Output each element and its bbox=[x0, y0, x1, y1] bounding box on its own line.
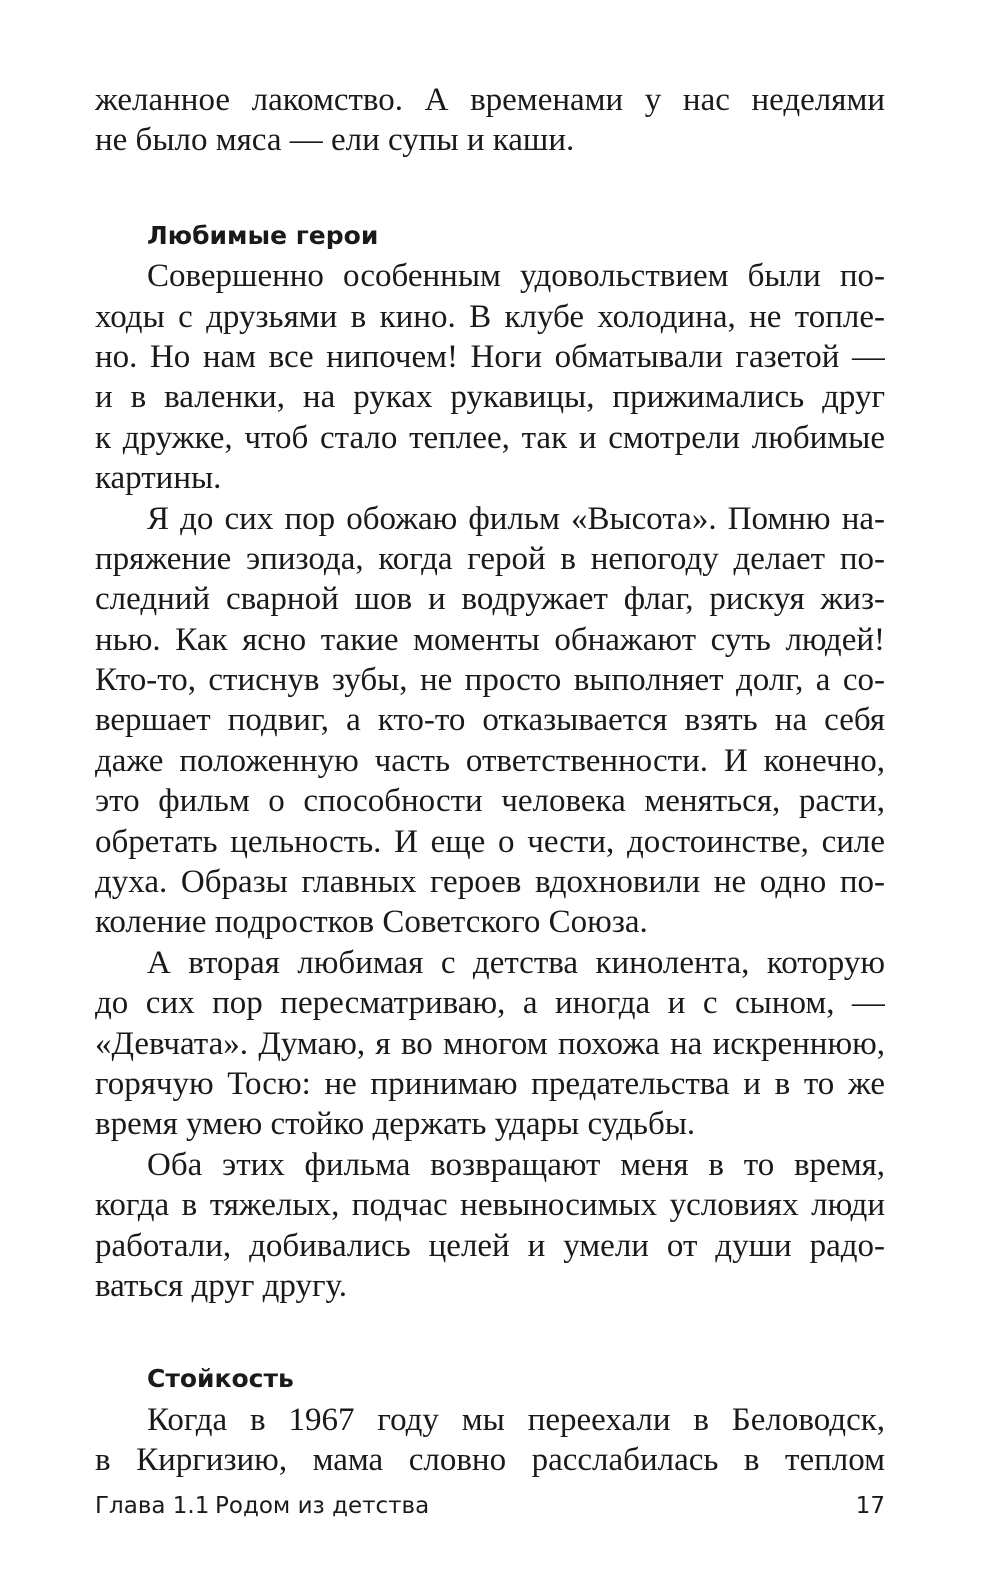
section-heading: Стойкость bbox=[147, 1364, 294, 1394]
page-footer bbox=[95, 1488, 885, 1524]
text-line: желанное лакомство. А временами у нас неделями bbox=[95, 82, 885, 118]
text-line: духа. Образы главных героев вдохновили не одно по- bbox=[95, 864, 885, 901]
text-line: время умею стойко держать удары судьбы. bbox=[95, 1106, 696, 1143]
text-line: Оба этих фильма возвращают меня в то время, bbox=[147, 1146, 885, 1183]
chapter-label: Глава 1.1 bbox=[95, 1493, 210, 1519]
text-line: коление подростков Советского Союза. bbox=[95, 904, 648, 941]
paragraph bbox=[95, 499, 885, 943]
paragraph bbox=[95, 1400, 885, 1481]
page-body bbox=[95, 80, 885, 1481]
text-line: картины. bbox=[95, 460, 222, 497]
text-line: «Девчата». Думаю, я во многом похожа на искреннюю, bbox=[95, 1025, 885, 1062]
chapter-title: Родом из детства bbox=[215, 1493, 430, 1519]
text-line: к дружке, чтоб стало теплее, так и смотрели любимые bbox=[95, 419, 885, 456]
text-line: даже положенную часть ответственности. И конечно, bbox=[95, 742, 885, 779]
text-line: ваться друг другу. bbox=[95, 1267, 347, 1304]
text-line: ходы с друзьями в кино. В клубе холодина, не топле- bbox=[95, 298, 885, 335]
text-line: Я до сих пор обожаю фильм «Высота». Помню на- bbox=[147, 500, 885, 537]
section-resilience bbox=[95, 1359, 885, 1480]
text-line: обретать цельность. И еще о чести, достоинстве, силе bbox=[95, 823, 885, 860]
text-line: когда в тяжелых, подчас невыносимых условиях люди bbox=[95, 1187, 885, 1224]
top-paragraph bbox=[95, 80, 885, 161]
page-number: 17 bbox=[855, 1493, 885, 1519]
text-line: вершает подвиг, а кто-то отказывается взять на себя bbox=[95, 702, 885, 739]
text-line: до сих пор пересматриваю, а иногда и с сыном, — bbox=[95, 985, 885, 1022]
text-line: это фильм о способности человека меняться, расти, bbox=[95, 783, 885, 820]
section-heading: Любимые герои bbox=[147, 220, 379, 250]
text-line: Совершенно особенным удовольствием были по- bbox=[147, 258, 885, 295]
text-line: Когда в 1967 году мы переехали в Беловодск, bbox=[147, 1401, 885, 1438]
paragraph bbox=[95, 943, 885, 1145]
text-line: А вторая любимая с детства кинолента, которую bbox=[147, 944, 885, 981]
text-line: нью. Как ясно такие моменты обнажают суть людей! bbox=[95, 621, 885, 658]
text-line: и в валенки, на руках рукавицы, прижимались друг bbox=[95, 379, 885, 416]
text-line: пряжение эпизода, когда герой в непогоду делает по- bbox=[95, 540, 885, 577]
text-line: но. Но нам все нипочем! Ноги обматывали газетой — bbox=[95, 338, 885, 375]
paragraph bbox=[95, 256, 885, 498]
text-line: не было мяса — ели супы и каши. bbox=[95, 122, 575, 159]
section-favorite-heroes bbox=[95, 216, 885, 1307]
text-line: следний сварной шов и водружает флаг, рискуя жиз- bbox=[95, 581, 885, 618]
text-line: работали, добивались целей и умели от души радо- bbox=[95, 1227, 885, 1264]
text-line: горячую Тосю: не принимаю предательства и в то же bbox=[95, 1065, 885, 1102]
text-line: Кто-то, стиснув зубы, не просто выполняет долг, а со- bbox=[95, 662, 885, 699]
paragraph bbox=[95, 1145, 885, 1307]
text-line: в Киргизию, мама словно расслабилась в теплом bbox=[95, 1442, 885, 1479]
